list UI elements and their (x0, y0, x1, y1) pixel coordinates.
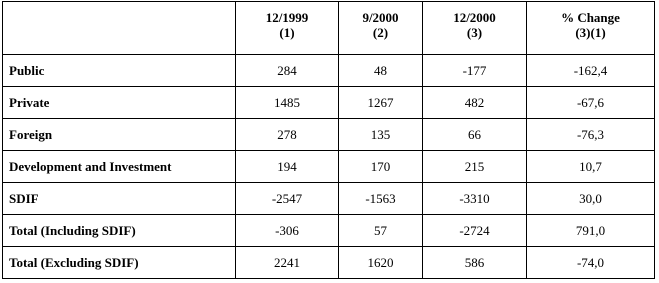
header-cell-change (527, 2, 655, 55)
cell-value: 278 (236, 119, 339, 151)
cell-value: 135 (339, 119, 423, 151)
cell-value: 284 (236, 55, 339, 87)
header-1999-index: (1) (279, 25, 295, 40)
cell-value: -2724 (423, 215, 527, 247)
header-12-2000-index: (3) (466, 25, 483, 40)
document-page (0, 1, 659, 283)
cell-value: 586 (423, 247, 527, 279)
cell-value: 2241 (236, 247, 339, 279)
cell-value: -74,0 (527, 247, 655, 279)
table-row (3, 87, 655, 119)
header-1999-date: 12/1999 (265, 10, 309, 25)
table-row (3, 55, 655, 87)
header-row (3, 2, 655, 55)
cell-value: -1563 (339, 183, 423, 215)
cell-value: 1485 (236, 87, 339, 119)
table-row (3, 119, 655, 151)
table-row (3, 247, 655, 279)
cell-value: -76,3 (527, 119, 655, 151)
table-header (3, 2, 655, 55)
row-label: Private (3, 87, 236, 119)
cell-value: 57 (339, 215, 423, 247)
header-change-title: % Change (561, 10, 620, 25)
cell-value: -162,4 (527, 55, 655, 87)
cell-value: 482 (423, 87, 527, 119)
cell-value: -2547 (236, 183, 339, 215)
header-cell-9-2000 (339, 2, 423, 55)
data-table (2, 1, 655, 279)
cell-value: 30,0 (527, 183, 655, 215)
row-label: Total (Excluding SDIF) (3, 247, 236, 279)
header-cell-empty (3, 2, 236, 55)
cell-value: -3310 (423, 183, 527, 215)
row-label: Total (Including SDIF) (3, 215, 236, 247)
table-row (3, 183, 655, 215)
cell-value: 1267 (339, 87, 423, 119)
header-12-2000-date: 12/2000 (453, 10, 496, 25)
row-label: Public (3, 55, 236, 87)
header-9-2000-date: 9/2000 (362, 10, 399, 25)
cell-value: -67,6 (527, 87, 655, 119)
table-body (3, 55, 655, 279)
cell-value: 1620 (339, 247, 423, 279)
cell-value: 791,0 (527, 215, 655, 247)
cell-value: 10,7 (527, 151, 655, 183)
header-cell-12-2000 (423, 2, 527, 55)
table-row (3, 151, 655, 183)
row-label: SDIF (3, 183, 236, 215)
cell-value: -177 (423, 55, 527, 87)
row-label: Development and Investment (3, 151, 236, 183)
cell-value: -306 (236, 215, 339, 247)
cell-value: 48 (339, 55, 423, 87)
cell-value: 66 (423, 119, 527, 151)
header-cell-1999 (236, 2, 339, 55)
table-row (3, 215, 655, 247)
header-9-2000-index: (2) (372, 25, 389, 40)
cell-value: 170 (339, 151, 423, 183)
cell-value: 194 (236, 151, 339, 183)
cell-value: 215 (423, 151, 527, 183)
header-change-index: (3)(1) (575, 25, 606, 40)
row-label: Foreign (3, 119, 236, 151)
